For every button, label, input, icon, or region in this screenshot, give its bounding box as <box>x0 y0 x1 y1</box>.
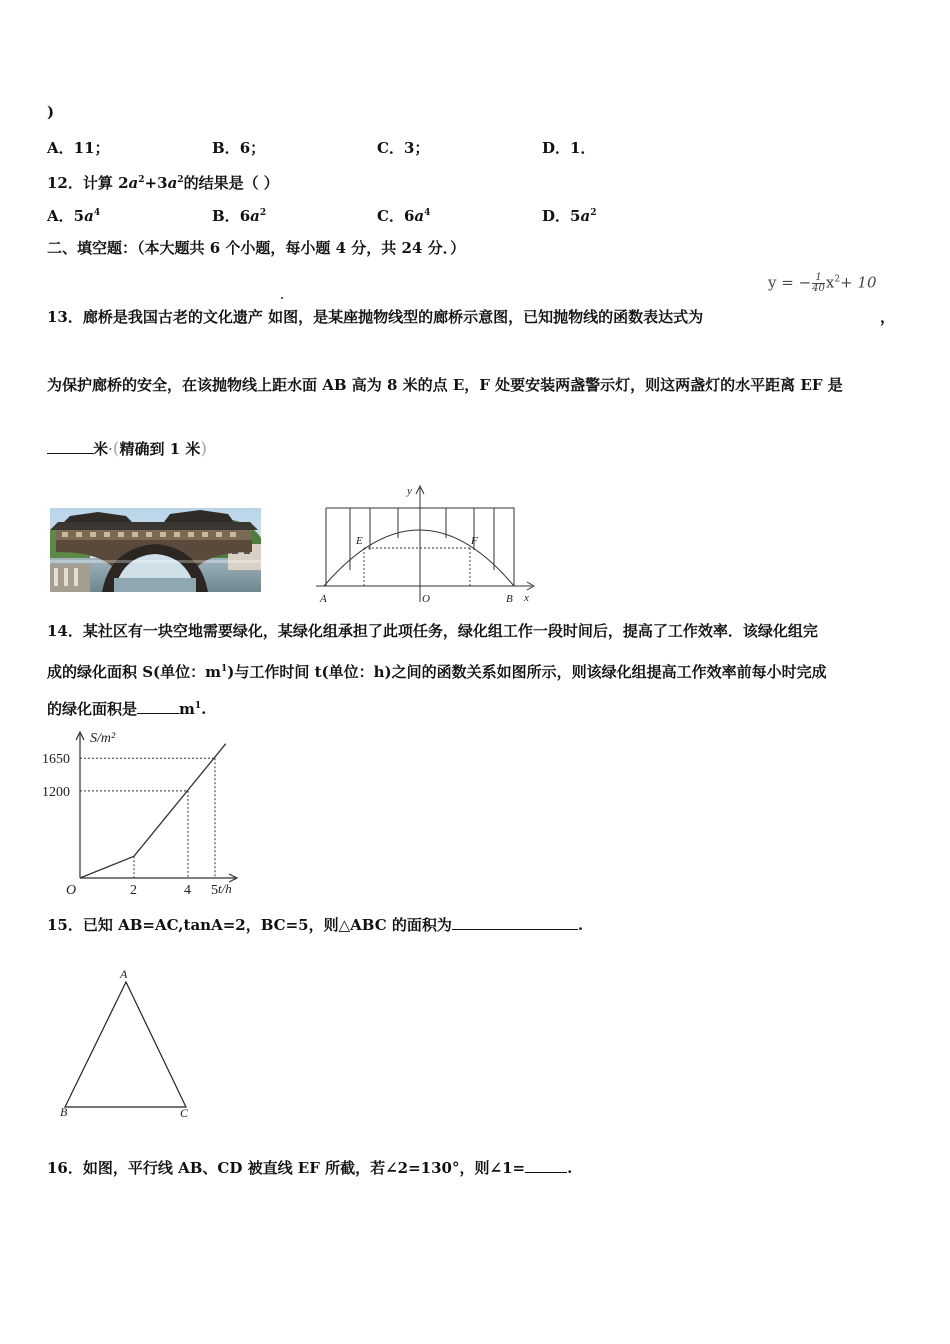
q13-line1: 13．廊桥是我国古老的文化遗产 如图，是某座抛物线型的廊桥示意图，已知抛物线的函数表达式为 <box>47 308 704 326</box>
q16-answer-blank <box>525 1158 567 1173</box>
q12-option-a: A．$5a^4$ <box>47 207 101 225</box>
diagram-label-e: E <box>356 535 363 547</box>
chart-x-tick: 2 <box>130 883 137 898</box>
q13-formula: $y = -\frac{1}{40}x^2+ 10$ <box>768 272 877 294</box>
chart-xlabel: t/h <box>218 881 232 896</box>
chart-origin-label: O <box>66 883 77 898</box>
continuation-paren: ) <box>47 103 55 121</box>
q14-answer-blank <box>137 699 179 714</box>
triangle-label-b: B <box>60 1105 68 1119</box>
q12-option-d: D．$5a^2$ <box>542 207 597 225</box>
diagram-label-x: x <box>524 592 529 604</box>
q12-option-b: B．$6a^2$ <box>212 207 267 225</box>
q13-line2: 为保护廊桥的安全，在该抛物线上距水面 AB 高为 8 米的点 E，F 处要安装两盏警示灯，则这两盏灯的水平距离 EF 是 <box>47 376 843 394</box>
diagram-label-y: y <box>407 485 412 497</box>
section-heading: 二、填空题：（本大题共 6 个小题，每小题 4 分，共 24 分．） <box>47 239 466 257</box>
q15-stem: 15．已知 AB=AC,tanA=2，BC=5，则△ABC 的面积为 . <box>47 916 584 934</box>
diagram-label-o: O <box>422 593 430 605</box>
bridge-diagram <box>310 480 550 608</box>
q14-line1: 14．某社区有一块空地需要绿化，某绿化组承担了此项任务，绿化组工作一段时间后，提高了工作效率．该绿化组完 <box>47 622 818 640</box>
chart-x-tick: 5 <box>211 883 218 898</box>
diagram-label-b: B <box>506 593 513 605</box>
q13-dot <box>281 297 283 299</box>
chart-ylabel: S/m² <box>90 731 116 746</box>
q11-option-c: C．3； <box>377 139 430 157</box>
diagram-label-a: A <box>320 593 327 605</box>
q14-line2: 成的绿化面积 S(单位：$m^1$)与工作时间 t(单位：h)之间的函数关系如图所示，则该绿化组提高工作效率前每小时完成 <box>47 663 827 681</box>
q12-stem: 12．计算 $2a^2+3a^2$的结果是（ ） <box>47 174 279 192</box>
q15-answer-blank <box>452 915 578 930</box>
q11-option-d: D．1． <box>542 139 596 157</box>
q13-line1-end: ， <box>880 308 896 326</box>
bridge-photo <box>50 508 261 592</box>
triangle-label-a: A <box>120 967 128 981</box>
q11-option-a: A．11； <box>47 139 110 157</box>
diagram-label-f: F <box>471 535 478 547</box>
chart-y-tick: 1200 <box>42 784 70 800</box>
q15-triangle <box>56 964 196 1124</box>
q11-option-b: B．6； <box>212 139 266 157</box>
q12-option-c: C．$6a^4$ <box>377 207 431 225</box>
q16-stem: 16．如图，平行线 AB、CD 被直线 EF 所截，若∠2=130°，则∠1= . <box>47 1159 573 1177</box>
q14-chart <box>36 728 246 898</box>
q13-line3: 米·(精确到 1 米) <box>47 439 207 458</box>
q13-answer-blank <box>47 439 93 454</box>
triangle-label-c: C <box>180 1106 189 1120</box>
chart-y-tick: 1650 <box>42 752 70 768</box>
chart-x-tick: 4 <box>184 883 191 898</box>
chart-series-line <box>80 744 226 878</box>
q14-line3: 的绿化面积是 $m^1$. <box>47 700 207 718</box>
